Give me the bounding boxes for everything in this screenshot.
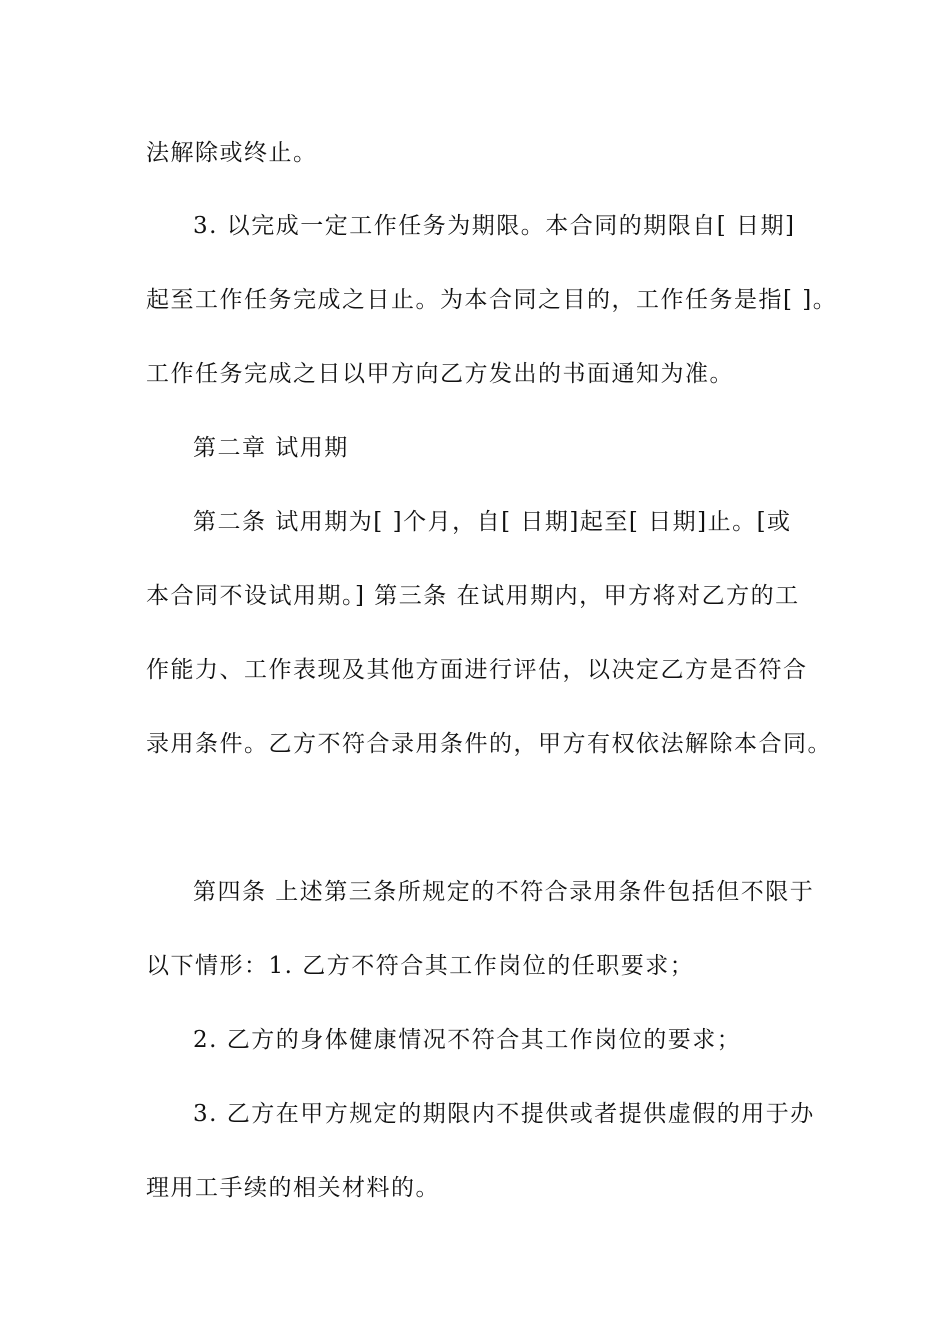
text-line: 以下情形：1. 乙方不符合其工作岗位的任职要求； — [146, 953, 695, 979]
text-line: 录用条件。乙方不符合录用条件的，甲方有权依法解除本合同。 — [146, 731, 832, 757]
text-line: 本合同不设试用期。] 第三条 在试用期内，甲方将对乙方的工 — [146, 583, 800, 609]
text-line: 理用工手续的相关材料的。 — [146, 1175, 440, 1201]
text-line: 起至工作任务完成之日止。为本合同之目的，工作任务是指[ ]。 — [146, 287, 838, 313]
text-line: 作能力、工作表现及其他方面进行评估，以决定乙方是否符合 — [146, 657, 808, 683]
chapter-heading: 第二章 试用期 — [193, 435, 349, 461]
text-line: 3. 以完成一定工作任务为期限。本合同的期限自[ 日期] — [193, 213, 796, 239]
text-line: 法解除或终止。 — [146, 140, 318, 166]
text-line: 2. 乙方的身体健康情况不符合其工作岗位的要求； — [193, 1027, 742, 1053]
text-line: 3. 乙方在甲方规定的期限内不提供或者提供虚假的用于办 — [193, 1101, 815, 1127]
text-line: 工作任务完成之日以甲方向乙方发出的书面通知为准。 — [146, 361, 734, 387]
text-line: 第四条 上述第三条所规定的不符合录用条件包括但不限于 — [193, 879, 815, 905]
text-line: 第二条 试用期为[ ]个月，自[ 日期]起至[ 日期]止。[或 — [193, 509, 792, 535]
